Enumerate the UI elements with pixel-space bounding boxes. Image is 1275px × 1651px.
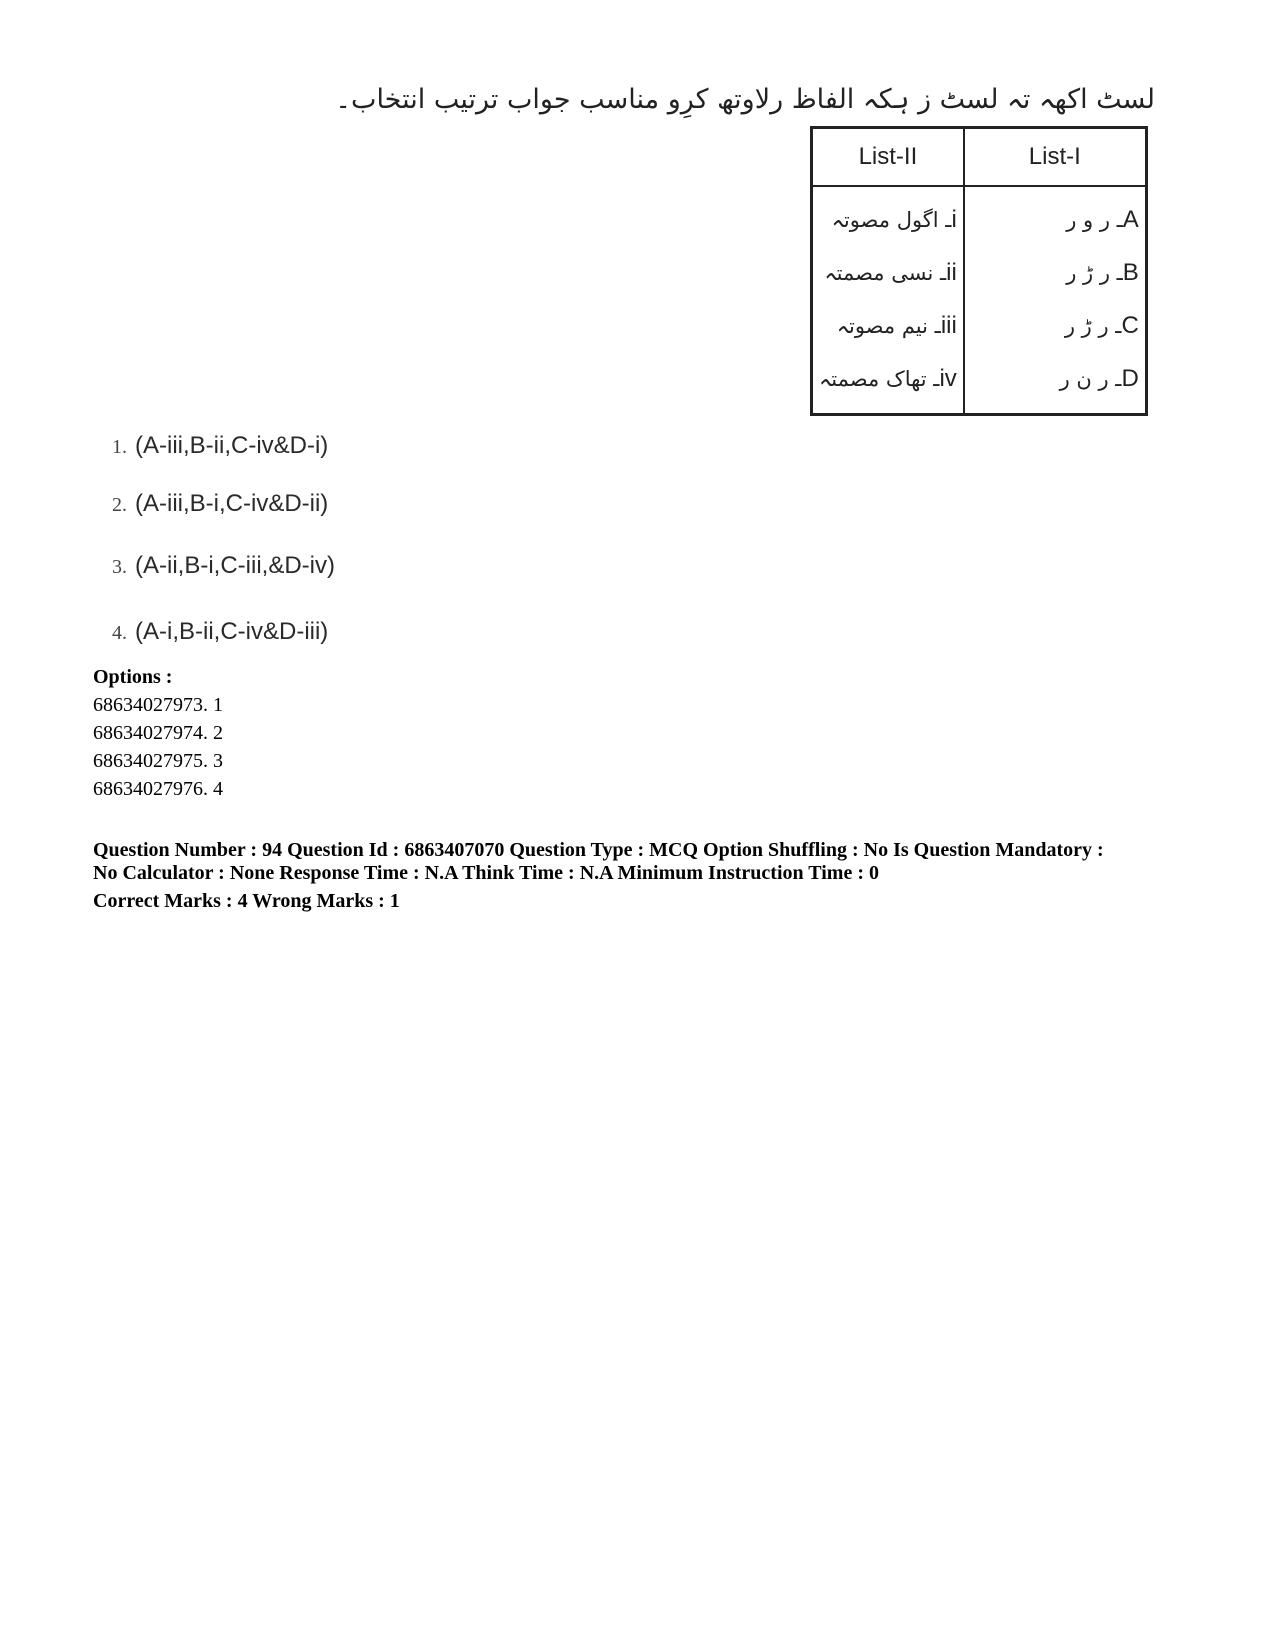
list-i-item (971, 352, 1139, 405)
list-i-column (964, 186, 1147, 415)
choice-text: (A-iii,B-ii,C-iv&D-i) (135, 432, 329, 459)
choice-number: 3. (112, 556, 127, 578)
options-heading: Options : (93, 666, 173, 688)
choice-number: 1. (112, 436, 127, 458)
choice-text: (A-iii,B-i,C-iv&D-ii) (135, 490, 329, 517)
list-ii-key: i (951, 206, 957, 233)
list-i-key: C (1121, 312, 1139, 339)
question-meta-line-2: No Calculator : None Response Time : N.A Think Time : N.A Minimum Instruction Time : 0 (93, 862, 879, 884)
option-id-line: 68634027975. 3 (93, 750, 223, 772)
list-i-item (971, 299, 1139, 352)
question-meta-line-1: Question Number : 94 Question Id : 6863407070 Question Type : MCQ Option Shuffling : No Is Question Mandatory : (93, 839, 1104, 861)
list-i-key: B (1122, 259, 1139, 286)
list-i-text: ـ ر ڑ ر (1064, 314, 1122, 338)
list-i-key: D (1121, 365, 1139, 392)
list-ii-text: ـ نیم مصوتہ (836, 314, 941, 338)
list-ii-item (819, 193, 957, 246)
list-ii-item (819, 299, 957, 352)
answer-choice[interactable] (112, 552, 335, 580)
question-image (0, 0, 1275, 680)
list-ii-text: ـ نسی مصمتہ (824, 261, 947, 285)
table-body-row (812, 186, 1147, 415)
list-ii-item (819, 246, 957, 299)
answer-choice[interactable] (112, 432, 328, 460)
list-i-item (971, 193, 1139, 246)
list-i-item (971, 246, 1139, 299)
marks-line: Correct Marks : 4 Wrong Marks : 1 (93, 890, 400, 912)
choice-text: (A-ii,B-i,C-iii,&D-iv) (135, 552, 335, 579)
option-id-line: 68634027976. 4 (93, 778, 223, 800)
answer-choice[interactable] (112, 490, 328, 518)
choice-text: (A-i,B-ii,C-iv&D-iii) (135, 618, 329, 645)
list-i-text: ـ ر ڑ ر (1066, 261, 1123, 285)
list-ii-text: ـ تھاک مصمتہ (819, 367, 940, 391)
list-ii-key: iv (939, 365, 957, 392)
list-ii-text: ـ اگول مصوتہ (831, 208, 952, 232)
option-id-line: 68634027974. 2 (93, 722, 223, 744)
option-id-line: 68634027973. 1 (93, 694, 223, 716)
list-ii-key: iii (940, 312, 957, 339)
answer-choice[interactable] (112, 618, 328, 646)
list-i-key: A (1122, 206, 1139, 233)
list-i-header: List-I (964, 128, 1147, 187)
list-i-text: ـ ر و ر (1066, 208, 1123, 232)
question-instruction: لسٹ اکھہ تہ لسٹ ز ہکہ الفاظ رلاوتھ کرِو مناسب جواب ترتیب انتخاب۔ (335, 84, 1155, 115)
match-table (810, 126, 1148, 416)
list-i-text: ـ ر ن ر (1059, 367, 1122, 391)
table-header-row (812, 128, 1147, 187)
choice-number: 2. (112, 494, 127, 516)
list-ii-column (812, 186, 964, 415)
list-ii-item (819, 352, 957, 405)
list-ii-key: ii (946, 259, 957, 286)
choice-number: 4. (112, 622, 127, 644)
list-ii-header: List-II (812, 128, 964, 187)
